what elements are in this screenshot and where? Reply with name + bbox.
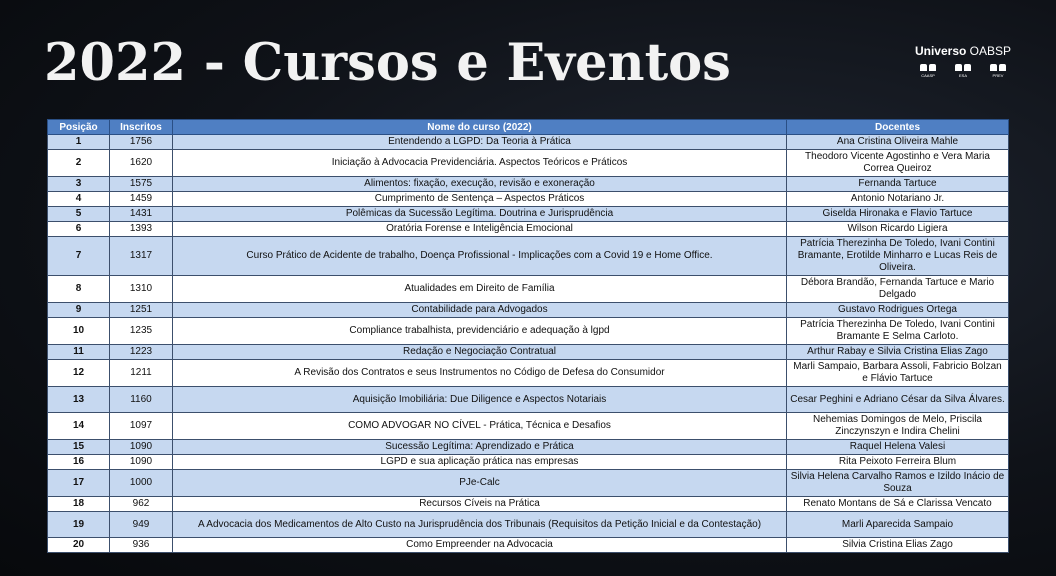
table-row	[48, 207, 1009, 222]
table-header-row	[48, 120, 1009, 135]
logo-subbrands	[912, 64, 1014, 78]
cell-docentes: Arthur Rabay e Silvia Cristina Elias Zago	[787, 345, 1009, 360]
cell-nome-curso: COMO ADVOGAR NO CÍVEL - Prática, Técnica e Desafios	[173, 413, 787, 440]
cell-posicao: 19	[48, 512, 110, 538]
table-row	[48, 135, 1009, 150]
table-row	[48, 440, 1009, 455]
cell-inscritos: 1393	[110, 222, 173, 237]
cell-docentes: Giselda Hironaka e Flavio Tartuce	[787, 207, 1009, 222]
cell-posicao: 2	[48, 150, 110, 177]
cell-posicao: 14	[48, 413, 110, 440]
oab-mark-icon	[955, 64, 971, 72]
logo-sub-caasp	[920, 64, 936, 78]
table-row	[48, 360, 1009, 387]
logo-brand-bold: Universo	[914, 44, 967, 58]
table-row	[48, 237, 1009, 276]
cell-inscritos: 1431	[110, 207, 173, 222]
cell-inscritos: 1317	[110, 237, 173, 276]
cell-nome-curso: Compliance trabalhista, previdenciário e adequação à lgpd	[173, 318, 787, 345]
table-row	[48, 276, 1009, 303]
logo-brand	[912, 44, 1014, 58]
cell-docentes: Patrícia Therezinha De Toledo, Ivani Contini Bramante E Selma Carloto.	[787, 318, 1009, 345]
cell-posicao: 8	[48, 276, 110, 303]
cell-docentes: Marli Sampaio, Barbara Assoli, Fabricio Bolzan e Flávio Tartuce	[787, 360, 1009, 387]
logo-sub-esa	[955, 64, 971, 78]
cell-nome-curso: A Revisão dos Contratos e seus Instrumentos no Código de Defesa do Consumidor	[173, 360, 787, 387]
cell-nome-curso: Cumprimento de Sentença – Aspectos Práticos	[173, 192, 787, 207]
cell-docentes: Rita Peixoto Ferreira Blum	[787, 455, 1009, 470]
cell-nome-curso: Redação e Negociação Contratual	[173, 345, 787, 360]
universo-oabsp-logo	[912, 44, 1014, 78]
cell-inscritos: 1235	[110, 318, 173, 345]
cell-inscritos: 1090	[110, 440, 173, 455]
table-row	[48, 413, 1009, 440]
table-row	[48, 318, 1009, 345]
logo-sub-label: ESA	[958, 73, 967, 78]
cell-nome-curso: Alimentos: fixação, execução, revisão e exoneração	[173, 177, 787, 192]
table-row	[48, 345, 1009, 360]
cell-posicao: 11	[48, 345, 110, 360]
cell-docentes: Débora Brandão, Fernanda Tartuce e Mario Delgado	[787, 276, 1009, 303]
cell-posicao: 20	[48, 538, 110, 553]
header-nome-curso: Nome do curso (2022)	[173, 120, 787, 135]
cell-inscritos: 1310	[110, 276, 173, 303]
cell-nome-curso: Iniciação à Advocacia Previdenciária. Aspectos Teóricos e Práticos	[173, 150, 787, 177]
table-row	[48, 497, 1009, 512]
cell-docentes: Silvia Helena Carvalho Ramos e Izildo Inácio de Souza	[787, 470, 1009, 497]
cell-posicao: 9	[48, 303, 110, 318]
cell-posicao: 10	[48, 318, 110, 345]
cell-posicao: 12	[48, 360, 110, 387]
table-row	[48, 303, 1009, 318]
cell-inscritos: 1000	[110, 470, 173, 497]
table-row	[48, 387, 1009, 413]
cell-nome-curso: Recursos Cíveis na Prática	[173, 497, 787, 512]
courses-table-container	[47, 119, 1008, 553]
logo-sub-label: CAASP	[921, 73, 935, 78]
cell-inscritos: 962	[110, 497, 173, 512]
page-title: 2022 - Cursos e Eventos	[44, 33, 731, 93]
cell-docentes: Renato Montans de Sá e Clarissa Vencato	[787, 497, 1009, 512]
logo-sub-prev	[990, 64, 1006, 78]
cell-docentes: Marli Aparecida Sampaio	[787, 512, 1009, 538]
cell-docentes: Antonio Notariano Jr.	[787, 192, 1009, 207]
cell-docentes: Cesar Peghini e Adriano César da Silva Álvares.	[787, 387, 1009, 413]
cell-docentes: Wilson Ricardo Ligiera	[787, 222, 1009, 237]
table-row	[48, 455, 1009, 470]
table-row	[48, 222, 1009, 237]
table-body	[48, 135, 1009, 553]
cell-nome-curso: Sucessão Legítima: Aprendizado e Prática	[173, 440, 787, 455]
cell-inscritos: 1223	[110, 345, 173, 360]
header-inscritos: Inscritos	[110, 120, 173, 135]
cell-inscritos: 1090	[110, 455, 173, 470]
cell-inscritos: 1211	[110, 360, 173, 387]
logo-brand-rest: OABSP	[969, 44, 1012, 58]
cell-posicao: 3	[48, 177, 110, 192]
cell-nome-curso: PJe-Calc	[173, 470, 787, 497]
cell-posicao: 5	[48, 207, 110, 222]
cell-docentes: Fernanda Tartuce	[787, 177, 1009, 192]
table-row	[48, 150, 1009, 177]
cell-posicao: 6	[48, 222, 110, 237]
cell-posicao: 1	[48, 135, 110, 150]
cell-docentes: Nehemias Domingos de Melo, Priscila Zinczynszyn e Indira Chelini	[787, 413, 1009, 440]
cell-nome-curso: Entendendo a LGPD: Da Teoria à Prática	[173, 135, 787, 150]
cell-inscritos: 1160	[110, 387, 173, 413]
cell-posicao: 16	[48, 455, 110, 470]
cell-posicao: 15	[48, 440, 110, 455]
table-row	[48, 512, 1009, 538]
cell-nome-curso: Aquisição Imobiliária: Due Diligence e Aspectos Notariais	[173, 387, 787, 413]
cell-inscritos: 936	[110, 538, 173, 553]
table-row	[48, 470, 1009, 497]
table-row	[48, 192, 1009, 207]
cell-nome-curso: Contabilidade para Advogados	[173, 303, 787, 318]
cell-inscritos: 1620	[110, 150, 173, 177]
cell-docentes: Raquel Helena Valesi	[787, 440, 1009, 455]
cell-docentes: Patrícia Therezinha De Toledo, Ivani Contini Bramante, Erotilde Minharro e Lucas Reis de Oliveira.	[787, 237, 1009, 276]
cell-docentes: Ana Cristina Oliveira Mahle	[787, 135, 1009, 150]
table-row	[48, 538, 1009, 553]
cell-inscritos: 1575	[110, 177, 173, 192]
header-docentes: Docentes	[787, 120, 1009, 135]
cell-posicao: 4	[48, 192, 110, 207]
cell-inscritos: 1756	[110, 135, 173, 150]
cell-inscritos: 1097	[110, 413, 173, 440]
header-posicao: Posição	[48, 120, 110, 135]
cell-inscritos: 1251	[110, 303, 173, 318]
logo-sub-label: PREV	[992, 73, 1004, 78]
cell-docentes: Theodoro Vicente Agostinho e Vera Maria Correa Queiroz	[787, 150, 1009, 177]
courses-table	[47, 119, 1009, 553]
cell-posicao: 13	[48, 387, 110, 413]
cell-nome-curso: A Advocacia dos Medicamentos de Alto Custo na Jurisprudência dos Tribunais (Requisitos da Petição Inicial e da Contestação)	[173, 512, 787, 538]
cell-posicao: 17	[48, 470, 110, 497]
cell-inscritos: 1459	[110, 192, 173, 207]
cell-inscritos: 949	[110, 512, 173, 538]
cell-nome-curso: Atualidades em Direito de Família	[173, 276, 787, 303]
cell-nome-curso: Como Empreender na Advocacia	[173, 538, 787, 553]
cell-posicao: 7	[48, 237, 110, 276]
cell-nome-curso: Polêmicas da Sucessão Legítima. Doutrina e Jurisprudência	[173, 207, 787, 222]
cell-docentes: Gustavo Rodrigues Ortega	[787, 303, 1009, 318]
cell-nome-curso: LGPD e sua aplicação prática nas empresas	[173, 455, 787, 470]
cell-nome-curso: Oratória Forense e Inteligência Emocional	[173, 222, 787, 237]
cell-posicao: 18	[48, 497, 110, 512]
cell-docentes: Silvia Cristina Elias Zago	[787, 538, 1009, 553]
cell-nome-curso: Curso Prático de Acidente de trabalho, Doença Profissional - Implicações com a Covid 19 e Home Office.	[173, 237, 787, 276]
oab-mark-icon	[920, 64, 936, 72]
table-row	[48, 177, 1009, 192]
oab-mark-icon	[990, 64, 1006, 72]
